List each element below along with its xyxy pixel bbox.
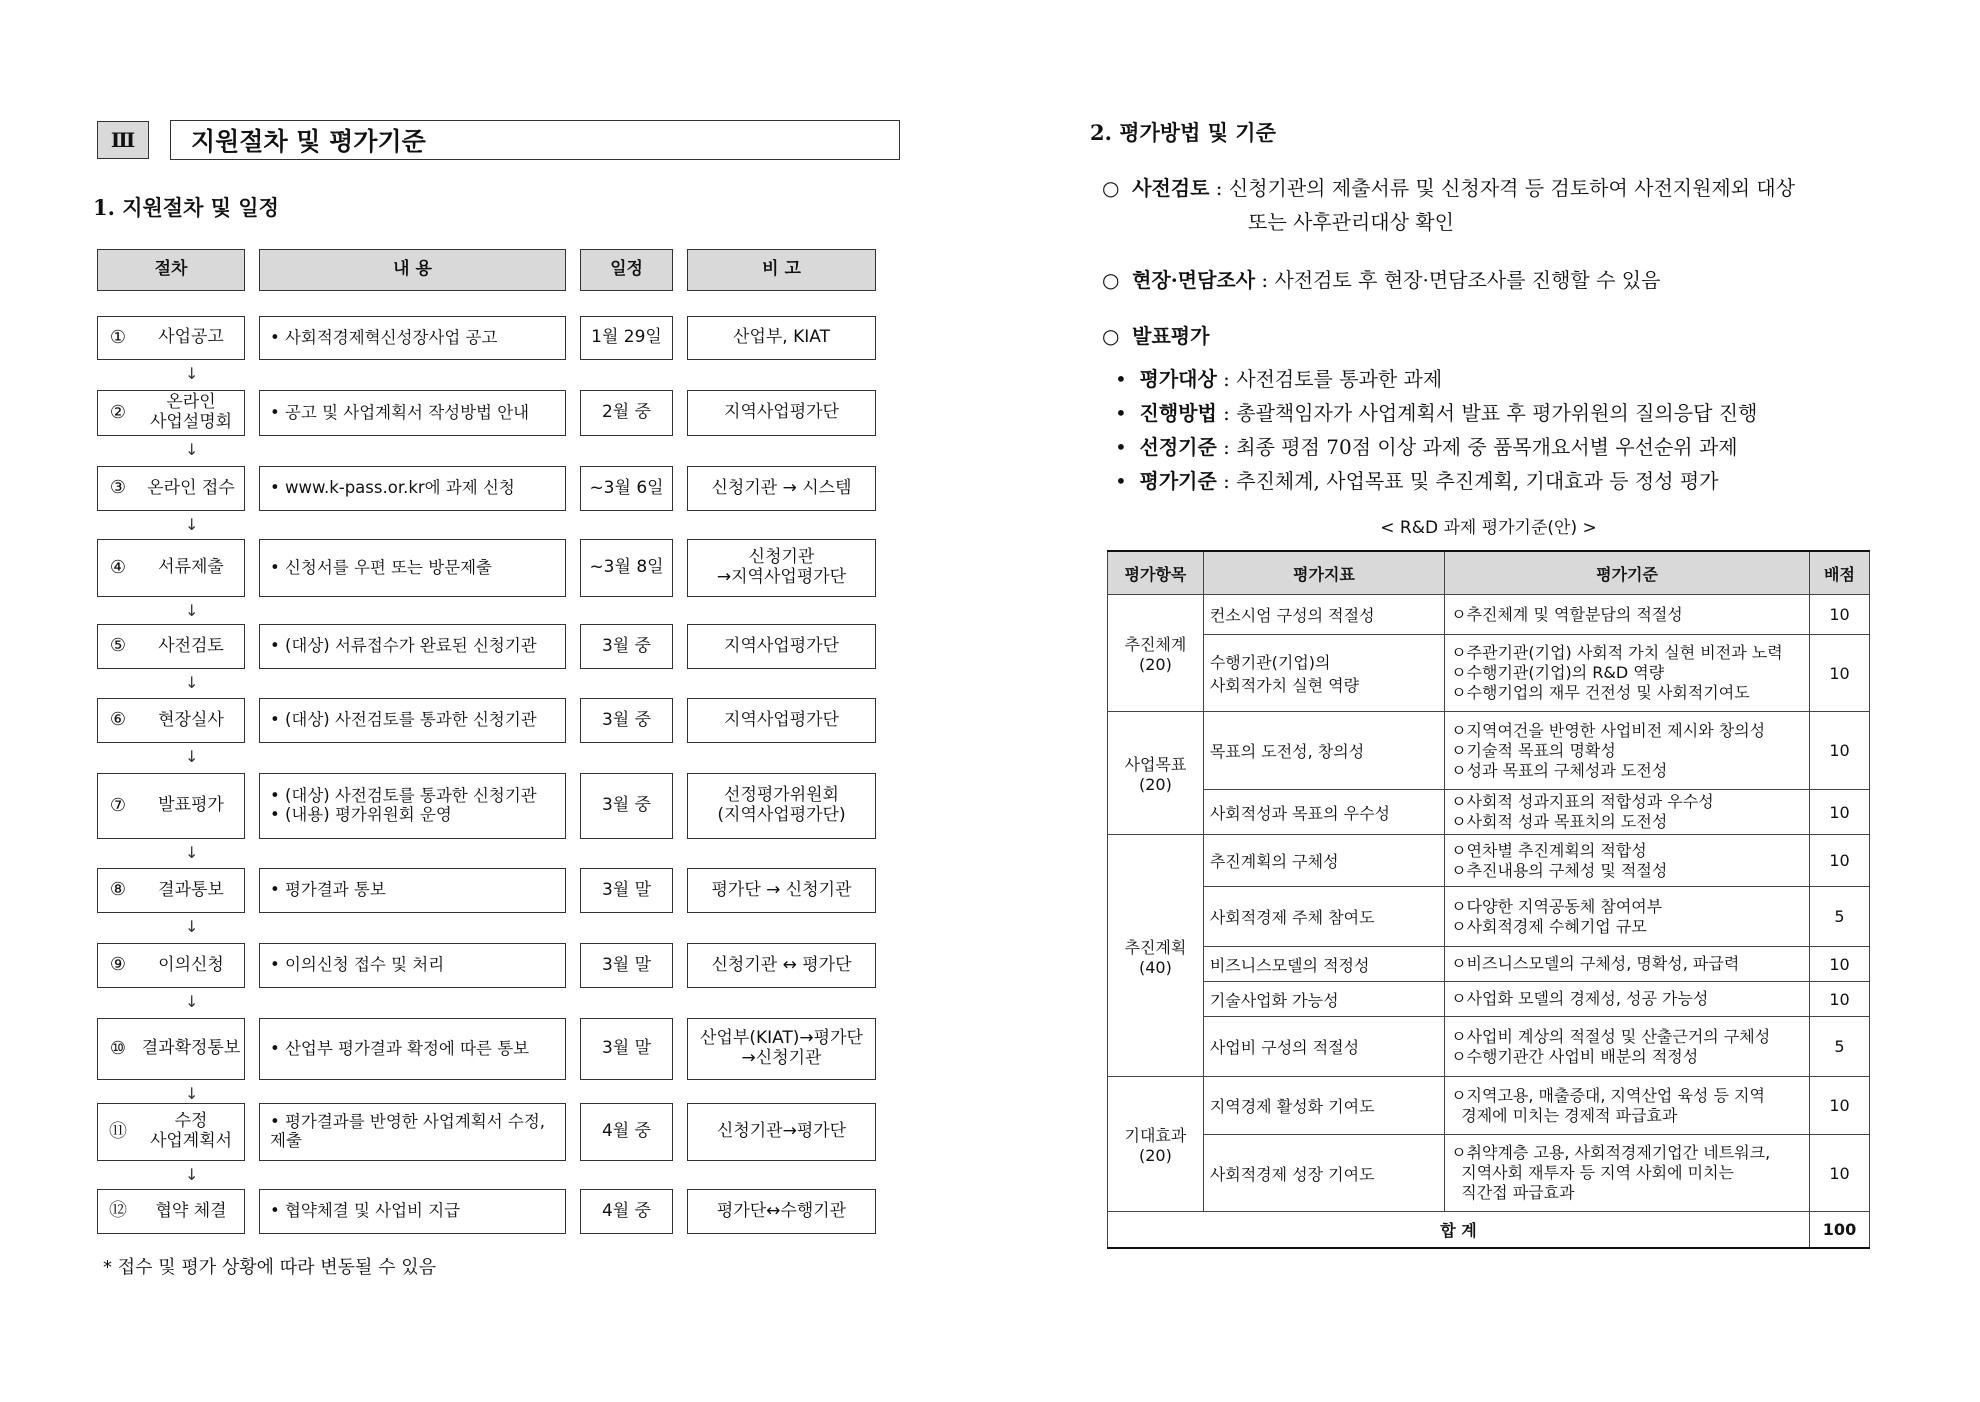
step-note: 신청기관 → 시스템 [687,466,876,511]
flow-arrow: ↓ [185,364,199,383]
item-prereview-cont [1248,206,1454,235]
sub-label: 선정기준 [1139,435,1217,459]
step-content: • 산업부 평가결과 확정에 따른 통보 [259,1018,566,1080]
footnote: * 접수 및 평가 상황에 따라 변동될 수 있음 [103,1257,436,1278]
step-note: 신청기관 →지역사업평가단 [687,539,876,597]
criteria-row [1108,1135,1870,1212]
criteria-line: ㅇ기술적 목표의 명확성 [1451,740,1616,760]
criteria-score: 10 [1810,835,1870,887]
sub-text: : 사전검토를 통과한 과제 [1216,367,1443,391]
criteria-line: ㅇ지역여건을 반영한 사업비전 제시와 창의성 [1451,720,1766,740]
sub-text: : 최종 평점 70점 이상 과제 중 품목개요서별 우선순위 과제 [1216,435,1738,459]
criteria-line: ㅇ추진내용의 구체성 및 적절성 [1451,860,1668,880]
flow-arrow: ↓ [185,1165,199,1184]
step-number: ⑤ [97,624,139,669]
step-content: • 공고 및 사업계획서 작성방법 안내 [259,390,566,436]
criteria-text [1445,635,1810,712]
criteria-score: 10 [1810,635,1870,712]
criteria-indicator: 사회적경제 주체 참여도 [1203,887,1444,947]
criteria-text [1445,1017,1810,1077]
step-number: ⑥ [97,698,139,743]
section-title-box [170,120,900,160]
section-number: Ⅲ [97,121,149,159]
item-prereview [1102,172,1795,201]
step-content: • 평가결과를 반영한 사업계획서 수정, 제출 [259,1103,566,1161]
criteria-line: ㅇ수행기관(기업)의 R&D 역량 [1451,663,1665,682]
step-name: 발표평가 [138,773,245,839]
flow-arrow: ↓ [185,992,199,1011]
criteria-indicator: 사회적성과 목표의 우수성 [1203,790,1444,835]
flow-arrow: ↓ [185,673,199,692]
criteria-score: 5 [1810,1017,1870,1077]
step-content: • 사회적경제혁신성장사업 공고 [259,316,566,360]
step-note: 선정평가위원회 (지역사업평가단) [687,773,876,839]
step-date: 1월 29일 [580,316,673,360]
step-date: ~3월 6일 [580,466,673,511]
step-note: 지역사업평가단 [687,390,876,436]
criteria-row [1108,1017,1870,1077]
criteria-text [1445,947,1810,982]
step-number: ② [97,390,139,436]
sub-mark: • [1115,469,1127,493]
flow-arrow: ↓ [185,747,199,766]
criteria-row [1108,982,1870,1017]
step-name: 사업공고 [138,316,245,360]
criteria-line: ㅇ추진체계 및 역할분담의 적절성 [1451,604,1683,624]
criteria-indicator: 비즈니스모델의 적정성 [1203,947,1444,982]
sub-text: : 총괄책임자가 사업계획서 발표 후 평가위원의 질의응답 진행 [1216,401,1758,425]
criteria-score: 5 [1810,887,1870,947]
step-number: ④ [97,539,139,597]
criteria-category: 사업목표 (20) [1108,712,1204,835]
criteria-row [1108,887,1870,947]
criteria-text [1445,982,1810,1017]
criteria-line: ㅇ사회적 성과지표의 적합성과 우수성 [1451,792,1714,811]
criteria-score: 10 [1810,712,1870,790]
total-score: 100 [1810,1212,1870,1248]
criteria-category: 추진계획 (40) [1108,835,1204,1077]
step-date: 3월 말 [580,943,673,988]
criteria-line: ㅇ수행기업의 재무 건전성 및 사회적기여도 [1451,683,1750,702]
th-category: 평가항목 [1108,551,1204,595]
step-date: 2월 중 [580,390,673,436]
header-date: 일정 [580,249,673,291]
criteria-row [1108,595,1870,635]
criteria-row [1108,835,1870,887]
criteria-category: 기대효과 (20) [1108,1077,1204,1212]
step-number: ⑪ [97,1103,139,1161]
criteria-score: 10 [1810,790,1870,835]
criteria-indicator: 수행기관(기업)의 사회적가치 실현 역량 [1203,635,1444,712]
sub-item [1115,431,1738,460]
step-note: 평가단 → 신청기관 [687,868,876,913]
criteria-line: ㅇ연차별 추진계획의 적합성 [1451,840,1647,860]
criteria-line: ㅇ사업화 모델의 경제성, 성공 가능성 [1451,989,1709,1008]
step-content: • (대상) 사전검토를 통과한 신청기관 • (내용) 평가위원회 운영 [259,773,566,839]
criteria-line: 지역사회 재투자 등 지역 사회에 미치는 [1451,1163,1734,1182]
criteria-line: ㅇ사회적 성과 목표치의 도전성 [1451,812,1668,831]
criteria-text [1445,1135,1810,1212]
step-content: • 평가결과 통보 [259,868,566,913]
sub-item [1115,363,1442,392]
table-caption: < R&D 과제 평가기준(안) > [1380,518,1597,538]
item-sep: : [1255,268,1275,292]
step-name: 이의신청 [138,943,245,988]
criteria-row [1108,712,1870,790]
step-name: 현장실사 [138,698,245,743]
step-name: 온라인 사업설명회 [138,390,245,436]
criteria-line: ㅇ주관기관(기업) 사회적 가치 실현 비전과 노력 [1451,643,1783,662]
criteria-indicator: 사회적경제 성장 기여도 [1203,1135,1444,1212]
sub-label: 평가대상 [1139,367,1217,391]
step-date: 3월 말 [580,868,673,913]
total-label: 합 계 [1108,1212,1810,1248]
step-date: 3월 중 [580,698,673,743]
item-presentation [1102,320,1209,349]
th-score: 배점 [1810,551,1870,595]
item-mark: ○ [1102,268,1120,292]
part2-heading: 2. 평가방법 및 기준 [1090,120,1276,145]
step-name: 서류제출 [138,539,245,597]
step-note: 신청기관 ↔ 평가단 [687,943,876,988]
step-content: • 신청서를 우편 또는 방문제출 [259,539,566,597]
step-number: ⑨ [97,943,139,988]
flow-arrow: ↓ [185,515,199,534]
criteria-indicator: 목표의 도전성, 창의성 [1203,712,1444,790]
step-note: 산업부, KIAT [687,316,876,360]
step-note: 지역사업평가단 [687,698,876,743]
step-date: 3월 중 [580,624,673,669]
step-date: 3월 말 [580,1018,673,1080]
sub-mark: • [1115,435,1127,459]
step-name: 협약 체결 [138,1189,245,1234]
step-name: 사전검토 [138,624,245,669]
sub-item [1115,465,1719,494]
item-text-cont: 또는 사후관리대상 확인 [1248,210,1454,234]
item-mark: ○ [1102,324,1120,348]
criteria-row [1108,1077,1870,1135]
total-row [1108,1212,1870,1248]
step-number: ③ [97,466,139,511]
flow-arrow: ↓ [185,917,199,936]
criteria-text [1445,595,1810,635]
step-name: 결과통보 [138,868,245,913]
step-name: 수정 사업계획서 [138,1103,245,1161]
flow-arrow: ↓ [185,1084,199,1103]
header-step: 절차 [97,249,245,291]
item-label: 현장·면담조사 [1132,268,1256,292]
criteria-line: ㅇ비즈니스모델의 구체성, 명확성, 파급력 [1451,954,1740,973]
step-content: • (대상) 서류접수가 완료된 신청기관 [259,624,566,669]
step-name: 온라인 접수 [138,466,245,511]
step-content: • 이의신청 접수 및 처리 [259,943,566,988]
item-label: 발표평가 [1132,324,1210,348]
criteria-score: 10 [1810,1077,1870,1135]
criteria-line: ㅇ수행기관간 사업비 배분의 적정성 [1451,1046,1699,1066]
criteria-score: 10 [1810,595,1870,635]
step-date: 4월 중 [580,1189,673,1234]
step-date: 4월 중 [580,1103,673,1161]
item-label: 사전검토 [1132,176,1210,200]
step-note: 지역사업평가단 [687,624,876,669]
item-text: 사전검토 후 현장·면담조사를 진행할 수 있음 [1274,268,1661,292]
step-note: 신청기관→평가단 [687,1103,876,1161]
flow-arrow: ↓ [185,440,199,459]
part1-heading: 1. 지원절차 및 일정 [93,195,279,220]
flow-arrow: ↓ [185,843,199,862]
step-number: ⑩ [97,1018,139,1080]
step-date: ~3월 8일 [580,539,673,597]
step-number: ① [97,316,139,360]
item-sep: : [1209,176,1229,200]
criteria-row [1108,790,1870,835]
sub-label: 진행방법 [1139,401,1217,425]
step-number: ⑧ [97,868,139,913]
step-content: • (대상) 사전검토를 통과한 신청기관 [259,698,566,743]
sub-item [1115,397,1757,426]
th-indicator: 평가지표 [1203,551,1444,595]
criteria-line: ㅇ다양한 지역공동체 참여여부 [1451,896,1663,916]
step-note: 평가단↔수행기관 [687,1189,876,1234]
criteria-score: 10 [1810,1135,1870,1212]
step-name: 결과확정통보 [138,1018,245,1080]
criteria-score: 10 [1810,947,1870,982]
criteria-line: 경제에 미치는 경제적 파급효과 [1451,1105,1678,1125]
header-content: 내 용 [259,249,566,291]
criteria-text [1445,790,1810,835]
criteria-table [1107,550,1870,1249]
criteria-indicator: 사업비 구성의 적절성 [1203,1017,1444,1077]
step-number: ⑦ [97,773,139,839]
criteria-score: 10 [1810,982,1870,1017]
criteria-line: 직간접 파급효과 [1451,1183,1575,1202]
sub-mark: • [1115,367,1127,391]
criteria-indicator: 기술사업화 가능성 [1203,982,1444,1017]
criteria-indicator: 지역경제 활성화 기여도 [1203,1077,1444,1135]
sub-mark: • [1115,401,1127,425]
criteria-text [1445,887,1810,947]
criteria-line: ㅇ사업비 계상의 적절성 및 산출근거의 구체성 [1451,1026,1771,1046]
criteria-indicator: 추진계획의 구체성 [1203,835,1444,887]
item-mark: ○ [1102,176,1120,200]
sub-label: 평가기준 [1139,469,1217,493]
criteria-line: ㅇ취약계층 고용, 사회적경제기업간 네트워크, [1451,1143,1771,1162]
criteria-row [1108,947,1870,982]
criteria-line: ㅇ지역고용, 매출증대, 지역산업 육성 등 지역 [1451,1085,1765,1105]
step-content: • www.k-pass.or.kr에 과제 신청 [259,466,566,511]
criteria-indicator: 컨소시엄 구성의 적절성 [1203,595,1444,635]
criteria-category: 추진체계 (20) [1108,595,1204,712]
step-number: ⑫ [97,1189,139,1234]
header-note: 비 고 [687,249,876,291]
criteria-text [1445,835,1810,887]
sub-text: : 추진체계, 사업목표 및 추진계획, 기대효과 등 정성 평가 [1216,469,1719,493]
step-content: • 협약체결 및 사업비 지급 [259,1189,566,1234]
criteria-text [1445,712,1810,790]
flow-arrow: ↓ [185,601,199,620]
criteria-row [1108,635,1870,712]
item-text: 신청기관의 제출서류 및 신청자격 등 검토하여 사전지원제외 대상 [1228,176,1796,200]
criteria-line: ㅇ성과 목표의 구체성과 도전성 [1451,760,1668,780]
th-criteria: 평가기준 [1445,551,1810,595]
section-title: 지원절차 및 평가기준 [191,127,426,156]
step-date: 3월 중 [580,773,673,839]
criteria-text [1445,1077,1810,1135]
item-field-survey [1102,264,1660,293]
step-note: 산업부(KIAT)→평가단 →신청기관 [687,1018,876,1080]
criteria-line: ㅇ사회적경제 수혜기업 규모 [1451,916,1647,936]
